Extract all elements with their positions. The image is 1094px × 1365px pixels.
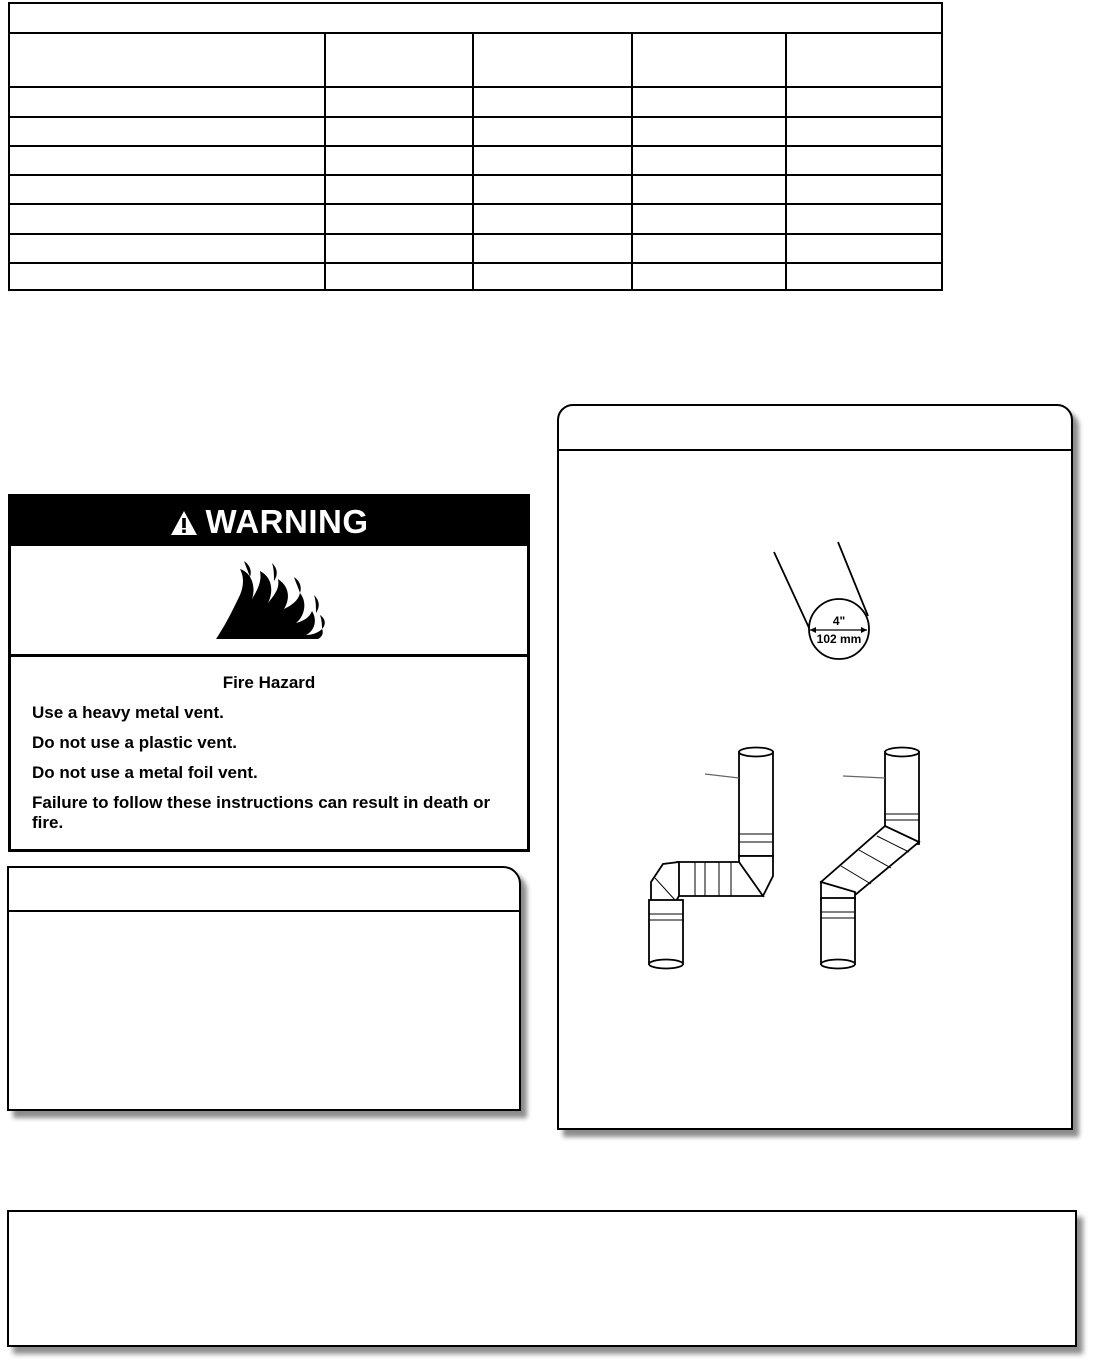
info-box-left xyxy=(7,866,521,1111)
warning-title-text: WARNING xyxy=(205,503,369,540)
vent-table xyxy=(8,2,943,291)
vent-diagram xyxy=(559,406,1071,1128)
hazard-line: Use a heavy metal vent. xyxy=(32,703,224,722)
elbow-vent-right xyxy=(821,748,919,969)
table-header-rule xyxy=(10,32,941,34)
hazard-title: Fire Hazard xyxy=(222,673,316,692)
alert-triangle-icon xyxy=(170,506,198,544)
warning-box xyxy=(8,494,530,852)
warning-title xyxy=(11,503,527,544)
table-row-rule xyxy=(10,262,941,264)
hazard-line: Failure to follow these instructions can result in death or fire. xyxy=(32,793,491,832)
hazard-line: Do not use a plastic vent. xyxy=(32,733,237,752)
info-box-bottom xyxy=(7,1210,1077,1347)
table-column-rule xyxy=(324,32,326,289)
vent-diagram-box xyxy=(557,404,1073,1130)
warning-rule xyxy=(11,543,527,546)
hazard-line: Do not use a metal foil vent. xyxy=(32,763,258,782)
table-row-rule xyxy=(10,116,941,118)
warning-header xyxy=(11,497,527,543)
flame-icon xyxy=(214,559,329,646)
diameter-mm-label: 102 mm xyxy=(816,632,862,646)
table-row-rule xyxy=(10,86,941,88)
table-row-rule xyxy=(10,233,941,235)
box-header-rule xyxy=(9,910,519,912)
diameter-inch-label: 4" xyxy=(832,614,846,628)
warning-rule xyxy=(11,654,527,657)
table-column-rule xyxy=(631,32,633,289)
table-row-rule xyxy=(10,145,941,147)
hazard-instructions xyxy=(32,703,512,833)
table-column-rule xyxy=(785,32,787,289)
elbow-vent-left xyxy=(649,748,773,969)
table-column-rule xyxy=(472,32,474,289)
table-row-rule xyxy=(10,174,941,176)
table-row-rule xyxy=(10,203,941,205)
